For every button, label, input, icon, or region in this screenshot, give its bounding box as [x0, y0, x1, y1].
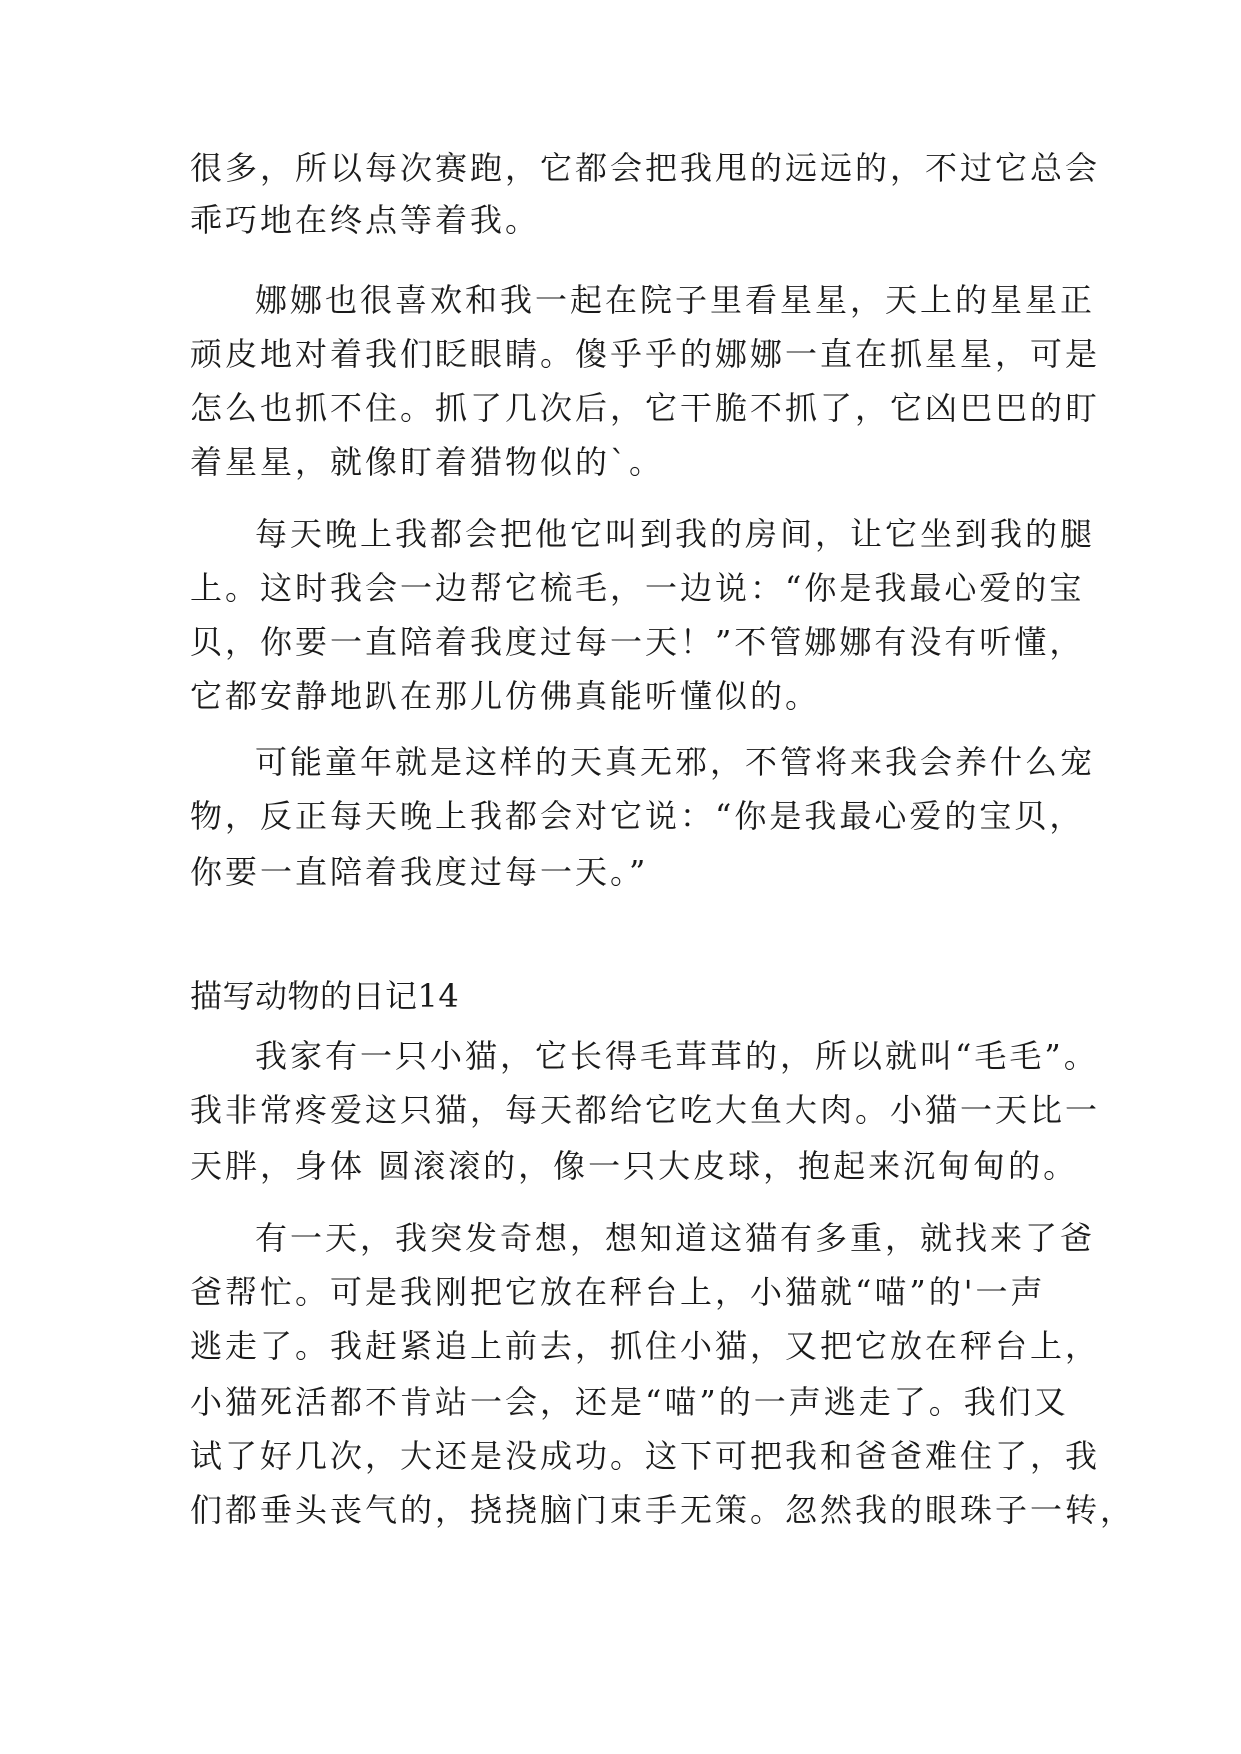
paragraph-line: 你要一直陪着我度过每一天。” — [190, 853, 649, 891]
paragraph-line: 逃走了。我赶紧追上前去，抓住小猫，又把它放在秤台上， — [190, 1327, 1101, 1365]
paragraph-line: 爸帮忙。可是我刚把它放在秤台上，小猫就“喵”的'一声 — [190, 1273, 1046, 1311]
paragraph-line: 乖巧地在终点等着我。 — [190, 201, 541, 239]
paragraph-line: 我家有一只小猫，它长得毛茸茸的，所以就叫“毛毛”。 — [255, 1037, 1099, 1075]
paragraph-line: 贝，你要一直陪着我度过每一天！”不管娜娜有没有听懂， — [190, 623, 1085, 661]
paragraph-line: 它都安静地趴在那儿仿佛真能听懂似的。 — [190, 677, 821, 715]
section-heading: 描写动物的日记14 — [190, 977, 460, 1015]
paragraph-line: 有一天，我突发奇想，想知道这猫有多重，就找来了爸 — [255, 1219, 1096, 1257]
paragraph-line: 着星星，就像盯着猎物似的`。 — [190, 443, 665, 481]
paragraph-line: 上。这时我会一边帮它梳毛，一边说：“你是我最心爱的宝 — [190, 569, 1085, 607]
paragraph-line: 小猫死活都不肯站一会，还是“喵”的一声逃走了。我们又 — [190, 1383, 1069, 1421]
paragraph-line: 顽皮地对着我们眨眼睛。傻乎乎的娜娜一直在抓星星，可是 — [190, 335, 1101, 373]
paragraph-line: 可能童年就是这样的天真无邪，不管将来我会养什么宠 — [255, 743, 1096, 781]
paragraph-line: 我非常疼爱这只猫，每天都给它吃大鱼大肉。小猫一天比一 — [190, 1091, 1101, 1129]
paragraph-line: 每天晚上我都会把他它叫到我的房间，让它坐到我的腿 — [255, 515, 1096, 553]
paragraph-line: 很多，所以每次赛跑，它都会把我甩的远远的，不过它总会 — [190, 149, 1101, 187]
paragraph-line: 怎么也抓不住。抓了几次后，它干脆不抓了，它凶巴巴的盯 — [190, 389, 1101, 427]
paragraph-line: 天胖，身体 圆滚滚的，像一只大皮球，抱起来沉甸甸的。 — [190, 1147, 1079, 1185]
paragraph-line: 娜娜也很喜欢和我一起在院子里看星星，天上的星星正 — [255, 281, 1096, 319]
paragraph-line: 们都垂头丧气的，挠挠脑门束手无策。忽然我的眼珠子一转， — [190, 1491, 1136, 1529]
paragraph-line: 试了好几次，大还是没成功。这下可把我和爸爸难住了，我 — [190, 1437, 1101, 1475]
paragraph-line: 物，反正每天晚上我都会对它说：“你是我最心爱的宝贝， — [190, 797, 1085, 835]
